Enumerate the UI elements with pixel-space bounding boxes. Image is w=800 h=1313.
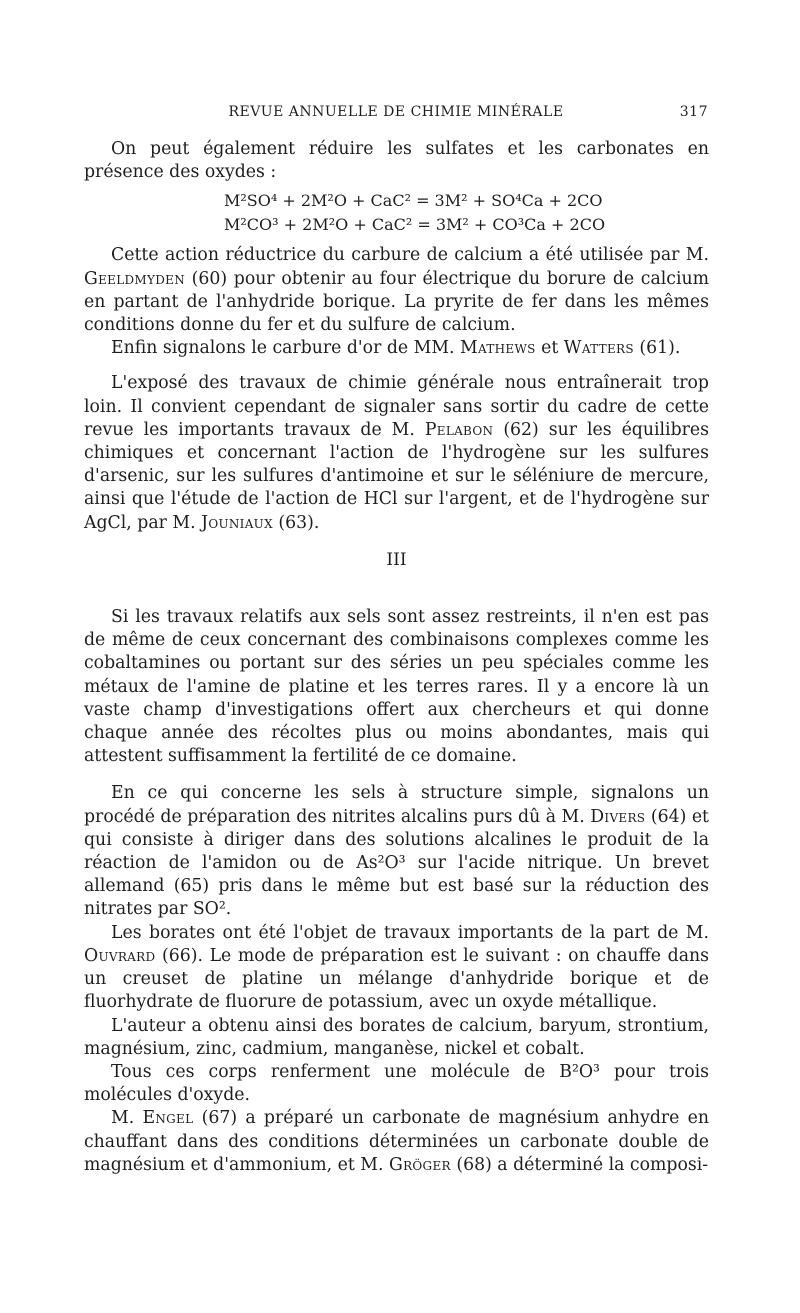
paragraph-7: Les borates ont été l'objet de travaux importants de la part de M. Ouvrard (66). Le mode de préparation est le suivant : on chauffe dans un creuset de platine un mélange d'anhydride borique et de fluorhydrate de fluorure de potassium, avec un oxyde métallique.: [84, 922, 709, 1013]
running-title: REVUE ANNUELLE DE CHIMIE MINÉRALE: [228, 104, 564, 120]
paragraph-2: Cette action réductrice du carbure de calcium a été utilisée par M. Geeldmyden (60) pour obtenir au four électrique du borure de calcium en partant de l'anhydride borique. La pryrite de fer dans les mêmes conditions donne du fer et du sulfure de calcium.: [84, 245, 709, 336]
author-name: Pelabon: [424, 419, 494, 440]
paragraph-4: L'exposé des travaux de chimie générale nous entraînerait trop loin. Il convient cependant de signaler sans sortir du cadre de cette revue les importants travaux de M. Pelabon (62) sur les équilibres chimiques et concernant l'action de l'hydrogène sur les sulfures d'arsenic, sur les sulfures d'antimoine et sur le séléniure de mercure, ainsi que l'étude de l'action de HCl sur l'argent, et de l'hydrogène sur AgCl, par M. Jouniaux (63).: [84, 373, 710, 533]
author-name: Divers: [590, 806, 646, 827]
author-name: Jouniaux: [201, 512, 273, 533]
paragraph-8: L'auteur a obtenu ainsi des borates de calcium, baryum, strontium, magnésium, zinc, cadmium, manganèse, nickel et cobalt.: [84, 1015, 709, 1059]
paragraph-1: On peut également réduire les sulfates et les carbonates en présence des oxydes :: [84, 139, 709, 183]
paragraph-10: M. Engel (67) a préparé un carbonate de magnésium anhydre en chauffant dans des conditions déterminées un carbonate double de magnésium et d'ammonium, et M. Gröger (68) a déterminé la composi-: [84, 1108, 709, 1175]
paragraph-9: Tous ces corps renferment une molécule de B²O³ pour trois molécules d'oxyde.: [84, 1061, 709, 1106]
author-name: Engel: [142, 1108, 194, 1129]
running-header: [84, 104, 708, 124]
paragraph-5: Si les travaux relatifs aux sels sont assez restreints, il n'en est pas de même de ceux concernant des combinaisons complexes comme les cobaltamines ou portant sur des séries un peu spéciales comme les métaux de l'amine de platine et les terres rares. Il y a encore là un vaste champ d'investigations offert aux chercheurs et qui donne chaque année des récoltes plus ou moins abondantes, mais qui attestent suffisamment la fertilité de ce domaine.: [84, 607, 709, 767]
page-number: 317: [679, 104, 708, 120]
section-heading: III: [386, 549, 407, 570]
author-name: Watters: [563, 338, 634, 359]
author-name: Gröger: [388, 1154, 451, 1175]
paragraph-6: En ce qui concerne les sels à structure simple, signalons un procédé de préparation des nitrites alcalins purs dû à M. Divers (64) et qui consiste à diriger dans des solutions alcalines le produit de la réaction de l'amidon ou de As²O³ sur l'acide nitrique. Un brevet allemand (65) pris dans le même but est basé sur la réduction des nitrates par SO².: [84, 783, 709, 920]
author-name: Mathews: [460, 338, 536, 359]
equation-carbonate: M²CO³ + 2M²O + CaC² = 3M² + CO³Ca + 2CO: [224, 215, 606, 235]
author-name: Geeldmyden: [84, 268, 186, 289]
author-name: Ouvrard: [84, 945, 156, 966]
equation-sulfate: M²SO⁴ + 2M²O + CaC² = 3M² + SO⁴Ca + 2CO: [224, 191, 603, 211]
paragraph-3: Enfin signalons le carbure d'or de MM. Mathews et Watters (61).: [111, 338, 681, 359]
body-text: [84, 138, 709, 1177]
